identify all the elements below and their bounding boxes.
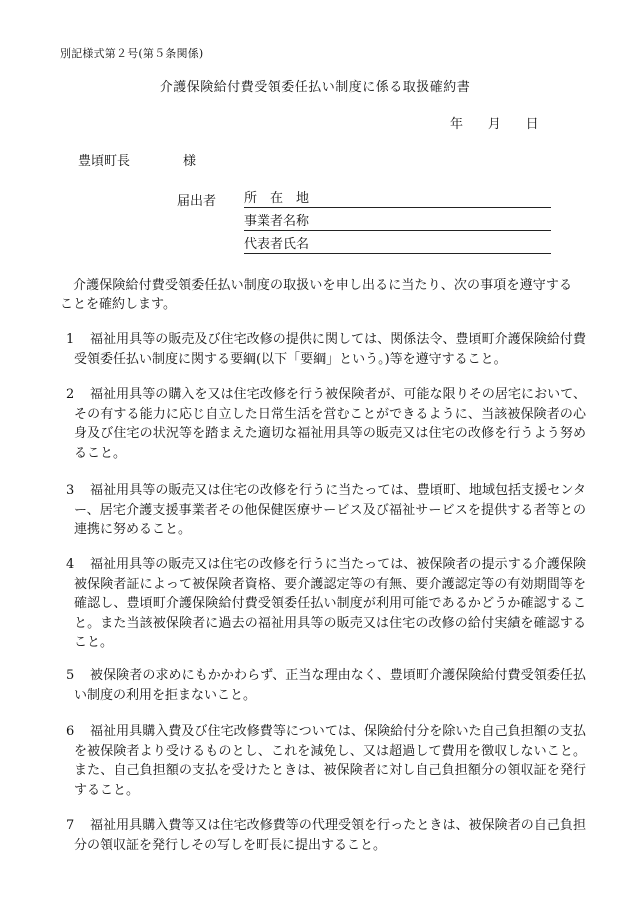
date-day: 日 — [525, 117, 539, 132]
company-name-field-label: 事業者名称 — [244, 214, 310, 229]
address-field[interactable] — [244, 190, 551, 208]
company-name-field[interactable] — [244, 213, 551, 231]
representative-name-field[interactable] — [244, 236, 551, 254]
list-item — [60, 816, 586, 855]
item-number: 1 — [66, 332, 75, 347]
item-number: 4 — [66, 557, 75, 572]
list-item — [60, 722, 586, 800]
item-text: 福祉用具購入費等又は住宅改修費等の代理受領を行ったときは、被保険者の自己負担分の領収証を発行しその写しを町長に提出すること。 — [74, 818, 586, 853]
notifier-label: 届出者 — [177, 194, 217, 209]
representative-name-field-label: 代表者氏名 — [244, 237, 310, 252]
date-month: 月 — [487, 117, 501, 132]
item-number: 3 — [66, 483, 75, 498]
item-text: 福祉用具等の販売又は住宅の改修を行うに当たっては、被保険者の提示する介護保険被保険者証によって被保険者資格、要介護認定等の有無、要介護認定等の有効期間等を確認し、豊頃町介護保険給付費受領委任払い制度が利用可能であるかどうか確認すること。また当該被保険者に過去の福祉用具等の販売又は住宅の改修の給付実績を確認すること。 — [74, 557, 586, 650]
document-title: 介護保険給付費受領委任払い制度に係る取扱確約書 — [159, 80, 471, 95]
addressee-name: 豊頃町長 — [78, 154, 131, 169]
addressee-honorific: 様 — [183, 154, 197, 169]
list-item — [60, 555, 586, 653]
form-number: 別記様式第２号(第５条関係) — [60, 47, 204, 60]
item-text: 福祉用具購入費及び住宅改修費等については、保険給付分を除いた自己負担額の支払を被保険者より受けるものとし、これを減免し、又は超過して費用を徴収しないこと。また、自己負担額の支払を受けたときは、被保険者に対し自己負担額分の領収証を発行すること。 — [74, 724, 586, 798]
item-text: 福祉用具等の販売又は住宅の改修を行うに当たっては、豊頃町、地域包括支援センター、居宅介護支援事業者その他保健医療サービス及び福祉サービスを提供する者等との連携に努めること。 — [74, 483, 586, 537]
list-item — [60, 481, 586, 540]
list-item — [60, 330, 586, 369]
list-item — [60, 385, 586, 463]
item-number: 6 — [66, 724, 75, 739]
list-item — [60, 666, 586, 705]
intro-paragraph: 介護保険給付費受領委任払い制度の取扱いを申し出るに当たり、次の事項を遵守することを確約します。 — [60, 278, 572, 312]
date-line — [450, 113, 539, 132]
addressee — [78, 150, 197, 169]
item-text: 被保険者の求めにもかかわらず、正当な理由なく、豊頃町介護保険給付費受領委任払い制度の利用を拒まないこと。 — [74, 668, 586, 703]
date-year: 年 — [450, 117, 464, 132]
item-number: 5 — [66, 668, 75, 683]
item-number: 7 — [66, 818, 75, 833]
item-number: 2 — [66, 387, 75, 402]
item-text: 福祉用具等の購入を又は住宅改修を行う被保険者が、可能な限りその居宅において、その有する能力に応じ自立した日常生活を営むことができるように、当該被保険者の心身及び住宅の状況等を踏まえた適切な福祉用具等の販売又は住宅の改修を行うよう努めること。 — [74, 387, 586, 461]
item-text: 福祉用具等の販売及び住宅改修の提供に関しては、関係法令、豊頃町介護保険給付費受領委任払い制度に関する要綱(以下「要綱」という。)等を遵守すること。 — [74, 332, 586, 367]
address-field-label: 所 在 地 — [244, 191, 310, 206]
